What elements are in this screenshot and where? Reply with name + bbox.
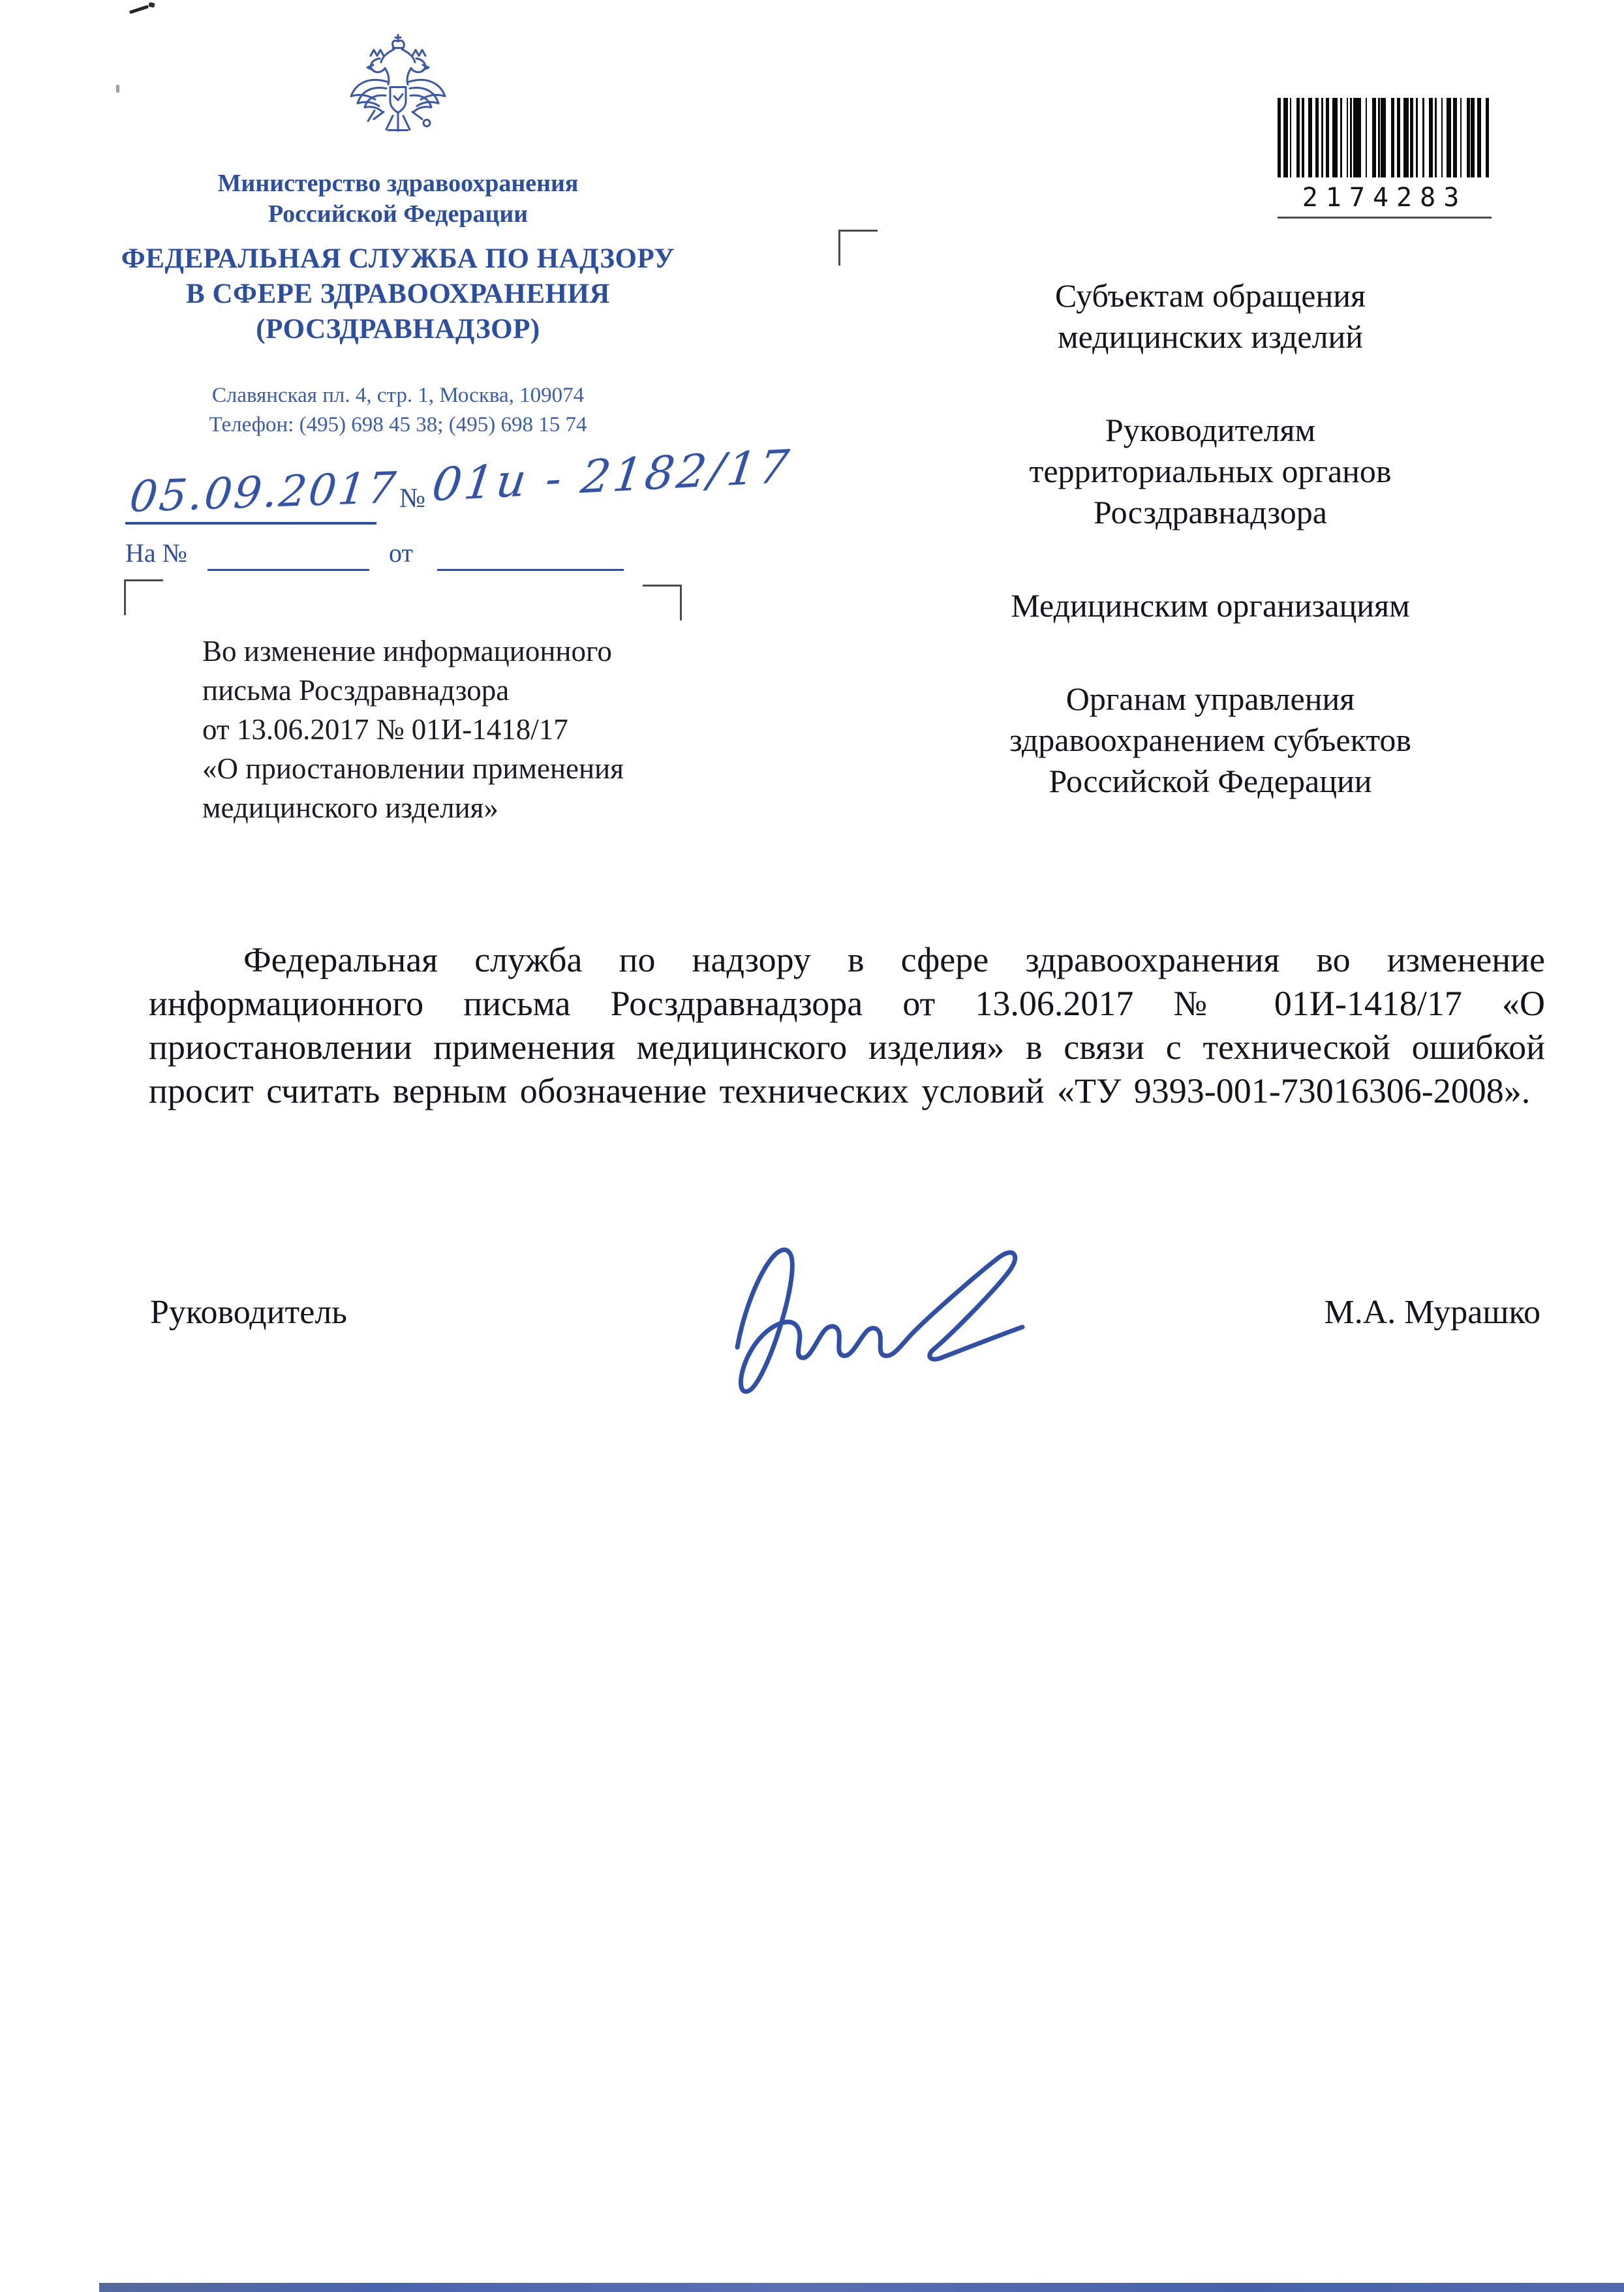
addressee-group xyxy=(940,410,1481,533)
service-name-line: (РОСЗДРАВНАДЗОР) xyxy=(256,314,540,344)
ministry-line: Российской Федерации xyxy=(268,200,529,228)
barcode-number: 2174283 xyxy=(1302,183,1467,213)
subject-block xyxy=(202,632,711,827)
scan-artifact-mark xyxy=(148,2,155,8)
addressee-line: территориальных органов xyxy=(1029,453,1392,489)
letter-body-paragraph: Федеральная служба по надзору в сфере здравоохранения во изменение информационного письма Росздравнадзора от 13.06.2017 № 01И-1418/17 «О приостановлении применения медицинского изделия» в связи с технической ошибкой просит считать верным обозначение технических условий «ТУ 9393-001-73016306-2008». xyxy=(149,940,1545,1110)
reply-to-label: На № xyxy=(125,538,187,568)
letterhead-phone: Телефон: (495) 698 45 38; (495) 698 15 74 xyxy=(209,413,587,436)
handwritten-outgoing-number: 01и - 2182/17 xyxy=(429,439,795,512)
letterhead-address: Славянская пл. 4, стр. 1, Москва, 109074 xyxy=(211,384,585,407)
subject-line: «О приостановлении применения xyxy=(202,752,624,785)
number-sign-label: № xyxy=(399,483,426,513)
scan-artifact-mark xyxy=(129,5,149,14)
date-underline xyxy=(125,522,376,525)
addressee-line: Субъектам обращения xyxy=(1055,277,1366,314)
letterhead xyxy=(98,168,698,440)
addressee-line: медицинских изделий xyxy=(1057,318,1364,355)
addressee-line: Росздравнадзора xyxy=(1094,494,1327,530)
addressee-group xyxy=(940,679,1481,802)
subject-line: Во изменение информационного xyxy=(202,635,612,667)
scan-edge-strip xyxy=(99,2283,1624,2292)
ministry-line: Министерство здравоохранения xyxy=(217,170,579,197)
coat-of-arms-icon xyxy=(339,33,457,162)
handwritten-date: 05.09.2017 xyxy=(127,462,400,523)
addressee-line: Российской Федерации xyxy=(1049,763,1372,799)
addressee-line: здравоохранением субъектов xyxy=(1009,722,1412,758)
subject-line: письма Росздравнадзора xyxy=(202,674,510,707)
subject-line: от 13.06.2017 № 01И-1418/17 xyxy=(202,713,568,746)
barcode-bars xyxy=(1278,98,1492,177)
addressee-line: Медицинским организациям xyxy=(1011,587,1410,624)
addressee-zone-corner-mark xyxy=(838,230,878,266)
addressee-line: Органам управления xyxy=(1065,680,1355,717)
handwritten-signature xyxy=(701,1207,1054,1416)
addressee-group xyxy=(940,585,1481,626)
addressee-group xyxy=(940,275,1481,358)
reply-number-blank-line xyxy=(207,569,369,571)
scan-artifact-mark xyxy=(116,85,119,93)
service-name-line: В СФЕРЕ ЗДРАВООХРАНЕНИЯ xyxy=(186,279,610,309)
subject-line: медицинского изделия» xyxy=(202,791,498,824)
signer-title: Руководитель xyxy=(150,1294,347,1331)
reply-from-label: от xyxy=(389,538,413,568)
subject-zone-corner-mark xyxy=(643,585,682,620)
addressee-list xyxy=(940,275,1481,854)
addressee-line: Руководителям xyxy=(1105,412,1316,448)
signer-name: М.А. Мурашко xyxy=(1324,1294,1540,1331)
subject-zone-corner-mark xyxy=(124,579,163,615)
barcode-sticker xyxy=(1278,98,1492,219)
reply-date-blank-line xyxy=(437,569,624,571)
service-name-line: ФЕДЕРАЛЬНАЯ СЛУЖБА ПО НАДЗОРУ xyxy=(121,243,675,274)
